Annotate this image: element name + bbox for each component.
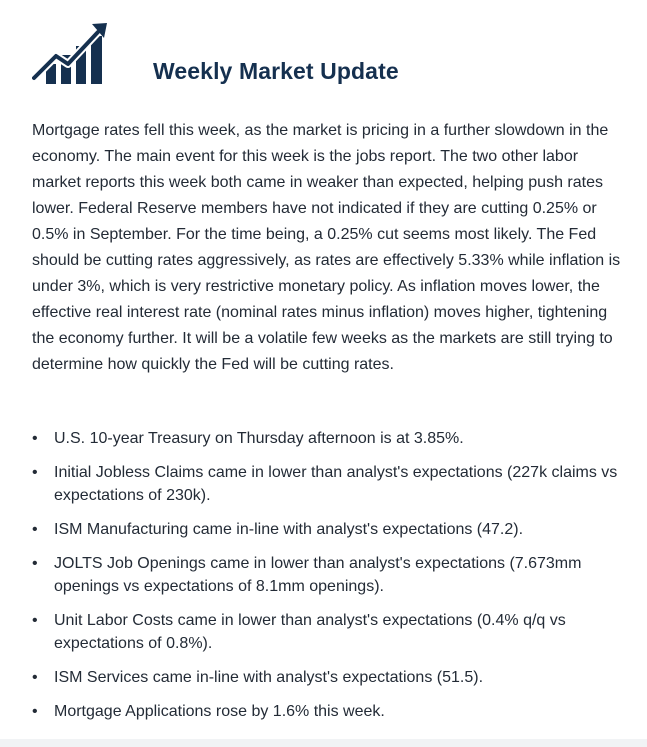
- list-item: [32, 666, 624, 689]
- intro-paragraph: Mortgage rates fell this week, as the market is pricing in a further slowdown in the economy. The main event for this week is the jobs report. The two other labor market reports this week both came in weaker than expected, helping push rates lower. Federal Reserve members have not indicated if they are cutting 0.25% or 0.5% in September. For the time being, a 0.25% cut seems most likely. The Fed should be cutting rates aggressively, as rates are effectively 5.33% while inflation is under 3%, which is very restrictive monetary policy. As inflation moves lower, the effective real interest rate (nominal rates minus inflation) moves higher, tightening the economy further. It will be a volatile few weeks as the markets are still trying to determine how quickly the Fed will be cutting rates.: [32, 122, 621, 373]
- list-item: [32, 427, 624, 450]
- rising-bar-chart-icon: [32, 20, 108, 86]
- list-item: [32, 552, 624, 598]
- bullet-marker: •: [32, 430, 38, 447]
- bullet-text: U.S. 10-year Treasury on Thursday afternoon is at 3.85%.: [54, 430, 464, 447]
- bullet-marker: •: [32, 464, 38, 481]
- bullet-marker: •: [32, 555, 38, 572]
- bullet-text: Unit Labor Costs came in lower than analyst's expectations (0.4% q/q vs expectations of 0.8%).: [54, 612, 566, 652]
- list-item: [32, 700, 624, 723]
- bullet-marker: •: [32, 669, 38, 686]
- bullet-text: JOLTS Job Openings came in lower than analyst's expectations (7.673mm openings vs expectations of 8.1mm openings).: [54, 555, 582, 595]
- list-item: [32, 461, 624, 507]
- bullet-text: Mortgage Applications rose by 1.6% this week.: [54, 703, 385, 720]
- list-item: [32, 518, 624, 541]
- bullet-text: ISM Services came in-line with analyst's expectations (51.5).: [54, 669, 484, 686]
- footer-strip: [0, 739, 647, 747]
- bullet-text: ISM Manufacturing came in-line with analyst's expectations (47.2).: [54, 521, 524, 538]
- page-title: Weekly Market Update: [153, 58, 399, 84]
- bullet-marker: •: [32, 703, 38, 720]
- list-item: [32, 609, 624, 655]
- header: [32, 20, 632, 90]
- bullet-text: Initial Jobless Claims came in lower than analyst's expectations (227k claims vs expectations of 230k).: [54, 464, 618, 504]
- market-bullet-list: [32, 427, 624, 734]
- bullet-marker: •: [32, 521, 38, 538]
- bullet-marker: •: [32, 612, 38, 629]
